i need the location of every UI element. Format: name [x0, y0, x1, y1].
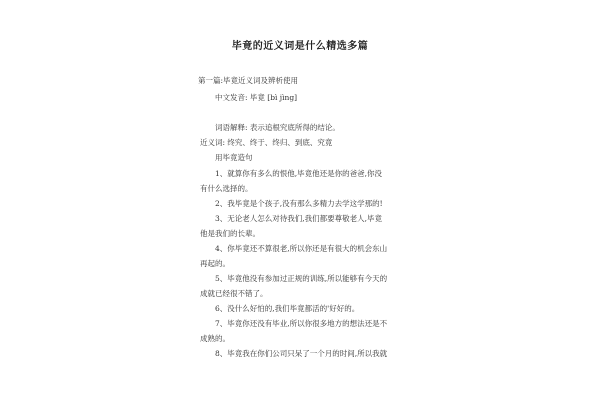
- sentence-line: 8、毕竟我在你们公司只呆了一个月的时间,所以我就: [215, 349, 388, 358]
- synonyms-line: 近义词: 终究、终于、终归、到底、究竟: [200, 138, 333, 147]
- sentence-line: 6、没什么好怕的,我们毕竟都活的'好好的。: [215, 304, 360, 313]
- definition-line: 词语解释: 表示追根究底所得的结论。: [215, 123, 340, 132]
- section-heading: 第一篇:毕竟近义词及辨析使用: [198, 76, 299, 85]
- document-title: 毕竟的近义词是什么精选多篇: [231, 41, 369, 52]
- sentence-line: 成就已经很不错了。: [200, 289, 268, 298]
- sentence-line: 有什么选择的。: [200, 184, 253, 193]
- sentence-line: 再起的。: [200, 259, 230, 268]
- sentence-line: 3、无论老人怎么对待我们,我们都要尊敬老人,毕竟: [215, 214, 383, 223]
- sentence-line: 5、毕竟他没有参加过正规的训练,所以能够有今天的: [215, 274, 388, 283]
- sentence-line: 4、你毕竟还不算很老,所以你还是有很大的机会东山: [215, 244, 388, 253]
- sentence-line: 7、毕竟你还没有毕业,所以你很多地方的想法还是不: [215, 319, 388, 328]
- sentence-line: 成熟的。: [200, 334, 230, 343]
- pronunciation-line: 中文发音: 毕竟 [bì jìng]: [215, 93, 298, 102]
- sentence-line: 2、我毕竟是个孩子,没有那么多精力去学这学那的!: [215, 199, 383, 208]
- sentence-line: 他是我们的长辈。: [200, 229, 260, 238]
- usage-heading: 用毕竟造句: [215, 153, 253, 162]
- sentence-line: 1、就算你有多么的恨他,毕竟他还是你的爸爸,你没: [215, 169, 383, 178]
